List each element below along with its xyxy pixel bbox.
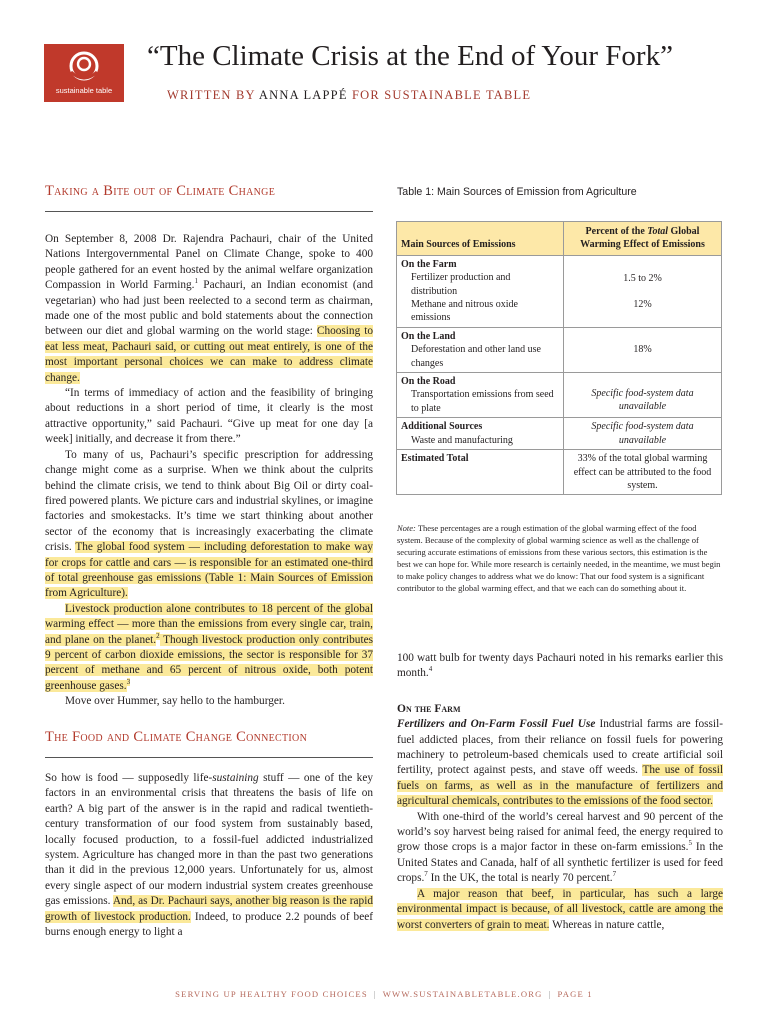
emissions-table xyxy=(396,221,722,495)
paragraph: “In terms of immediacy of action and the feasibility of bringing about reductions in a short period of time, it clearly is the most attractive opportunity,” said Pachauri. “Give up meat for one day [a week] initially, and decrease it from there.” xyxy=(45,387,373,446)
row-value: 1.5 to 2% xyxy=(623,272,662,284)
row-value: 18% xyxy=(633,344,652,356)
table-row xyxy=(397,255,722,327)
row-item: Methane and nitrous oxide emissions xyxy=(411,299,518,324)
paragraph: Fertilizers and On-Farm Fossil Fuel Use Industrial farms are fossil-fuel addicted places, from their reliance on fossil fuels for powering machinery to petroleum-based chemicals used to create artificial soil fertility, protect against pests, and stave off weeds. The use of fossil fuels on farms, as well as in the manufacture of fertilizers and agricultural chemicals, contributes to the emissions of the food sector. xyxy=(397,718,723,808)
total-value: 33% of the total global warming effect can be attributed to the food system. xyxy=(573,453,712,491)
highlight: The global food system — including deforestation to make way for crops for cattle and cars — is responsible for an estimated one-third of total greenhouse gas emissions (Table 1: Main Sources of Emission from Agriculture). xyxy=(45,541,373,600)
subsection-heading: On the Farm xyxy=(397,702,461,715)
row-item: Fertilizer production and distribution xyxy=(411,272,511,297)
document-title: “The Climate Crisis at the End of Your Fork” xyxy=(147,40,673,72)
paragraph: To many of us, Pachauri’s specific prescription for addressing change might come as a surprise. When we think about the culprits behind the climate crisis, we tend to think about Big Oil or dirty coal-fired powered plants. We picture cars and industrial skylines, or imagine factories and smokestacks. It’s time we start thinking about another sector of the economy that is increasingly exacerbating the climate crisis. The global food system — including deforestation to make way for crops for cattle and cars — is responsible for an estimated one-third of total greenhouse gas emissions (Table 1: Main Sources of Emission from Agriculture). xyxy=(45,448,373,600)
section-body-bite xyxy=(45,232,373,710)
paragraph: With one-third of the world’s cereal harvest and 90 percent of the world’s soy harvest being raised for animal feed, the energy required to grow those crops is a major factor in these on-farm emissions.$^5$ In the United States and Canada, half of all synthetic fertilizer is used for feed crops.$^7$ In the UK, the total is nearly 70 percent.$^7$ xyxy=(397,810,723,885)
section-body-connection xyxy=(45,771,373,940)
row-value: Specific food-system data unavailable xyxy=(591,388,694,413)
row-item: Transportation emissions from seed to plate xyxy=(411,389,554,414)
byline: WRITTEN BY ANNA LAPPÉ FOR SUSTAINABLE TABLE xyxy=(167,88,532,102)
row-category: On the Road xyxy=(401,376,456,388)
highlight: A major reason that beef, in particular, has such a large environmental impact is because, of all livestock, cattle are among the worst converters of grain to meat. xyxy=(397,887,723,931)
row-item: Waste and manufacturing xyxy=(411,434,513,446)
sustainable-table-logo xyxy=(44,44,124,102)
row-category: Additional Sources xyxy=(401,421,483,433)
row-item: Deforestation and other land use changes xyxy=(411,344,541,369)
row-category: On the Farm xyxy=(401,258,457,270)
section-divider xyxy=(45,211,373,212)
highlight: Choosing to eat less meat, Pachauri said, or cutting out meat entirely, is one of the most important personal choices we can make to address climate change. xyxy=(45,325,373,384)
page-number: PAGE 1 xyxy=(557,989,593,999)
swirl-logo-icon xyxy=(66,48,102,84)
page-footer: SERVING UP HEALTHY FOOD CHOICES | WWW.SUSTAINABLETABLE.ORG | PAGE 1 xyxy=(175,989,593,999)
paragraph: A major reason that beef, in particular, has such a large environmental impact is because, of all livestock, cattle are among the worst converters of grain to meat. Whereas in nature cattle, xyxy=(397,887,723,931)
column-header-percent: Percent of the Total Global Warming Effect of Emissions xyxy=(564,222,722,256)
table-header-row xyxy=(397,222,722,256)
row-category: On the Land xyxy=(401,330,456,342)
highlight: The use of fossil fuels on farms, as well as in the manufacture of fertilizers and agricultural chemicals, contributes to the emissions of the food sector. xyxy=(397,764,723,808)
paragraph: 100 watt bulb for twenty days Pachauri noted in his remarks earlier this month.$^4$ xyxy=(397,652,723,680)
row-value: Specific food-system data unavailable xyxy=(591,421,694,446)
table-note: Note: These percentages are a rough estimation of the global warming effect of the food system. Because of the complexity of global warming science as well as the challenge of securing accurate estimations of emissions from these various sectors, this estimation is the best we can hope for. While more research is certainly needed, in the meantime, we must begin to make policy changes to address what we do know: That our food system is a significant contributor to the global warming effect, and that we each can do something about it. xyxy=(397,523,721,593)
section-heading-connection: The Food and Climate Change Connection xyxy=(45,729,308,745)
table-row xyxy=(397,418,722,450)
section-divider xyxy=(45,757,373,758)
table-caption: Table 1: Main Sources of Emission from Agriculture xyxy=(397,186,637,198)
table-row xyxy=(397,327,722,372)
highlight: And, as Dr. Pachauri says, another big reason is the rapid growth of livestock production. xyxy=(45,895,373,923)
paragraph: Move over Hummer, say hello to the hamburger. xyxy=(65,695,285,708)
row-value: 12% xyxy=(633,299,652,311)
logo-text: sustainable table xyxy=(55,86,113,95)
paragraph: So how is food — supposedly life-sustaining stuff — one of the key factors in an environmental crisis that threatens the basis of life on earth? A big part of the answer is in the rapid and radical twentieth-century transformation of our food system from sustainably based, locally focused production, to a fossil-fuel addicted industrialized system. Agriculture has changed more in than the past two generations than it did in the previous 12,000 years. Unfortunately for us, almost every single aspect of our modern industrial system creates greenhouse gas emissions. And, as Dr. Pachauri says, another big reason is the rapid growth of livestock production. Indeed, to produce 2.2 pounds of beef burns enough energy to light a xyxy=(45,772,373,939)
right-column-body xyxy=(397,651,723,933)
column-header-sources: Main Sources of Emissions xyxy=(397,222,564,256)
highlight: Though livestock production only contributes 9 percent of carbon dioxide emissions, the sector is responsible for 37 percent of methane and 65 percent of nitrous oxide, both potent greenhouse gases. xyxy=(45,633,373,692)
footer-tagline: SERVING UP HEALTHY FOOD CHOICES xyxy=(175,989,368,999)
total-label: Estimated Total xyxy=(401,453,469,465)
paragraph: On September 8, 2008 Dr. Rajendra Pachauri, chair of the United Nations Intergovernmental Panel on Climate Change, spoke to 400 people gathered for an event hosted by the animal welfare organization Compassion in World Farming.$^1$ Pachauri, an Indian economist (and vegetarian) who had just been reelected to a second term as chairman, made one of the most public and bold statements about the connection between our diet and global warming on the world stage: Choosing to eat less meat, Pachauri said, or cutting out meat entirely, is one of the most important personal choices we can make to address climate change. xyxy=(45,233,373,384)
paragraph: Livestock production alone contributes to 18 percent of the global warming effect — more than the emissions from every single car, train, and plane on the planet.$^2$ Though livestock production only contributes 9 percent of carbon dioxide emissions, the sector is responsible for 37 percent of methane and 65 percent of nitrous oxide, both potent greenhouse gases.$^3$ xyxy=(45,602,373,692)
table-row-total xyxy=(397,450,722,495)
author-name: ANNA LAPPÉ xyxy=(258,88,348,102)
section-heading-bite: Taking a Bite out of Climate Change xyxy=(45,183,276,199)
table-row xyxy=(397,373,722,418)
footer-url[interactable]: WWW.SUSTAINABLETABLE.ORG xyxy=(382,989,543,999)
highlight: Livestock production alone contributes to 18 percent of the global warming effect — more than the emissions from every single car, train, and plane on the planet. xyxy=(45,602,373,646)
